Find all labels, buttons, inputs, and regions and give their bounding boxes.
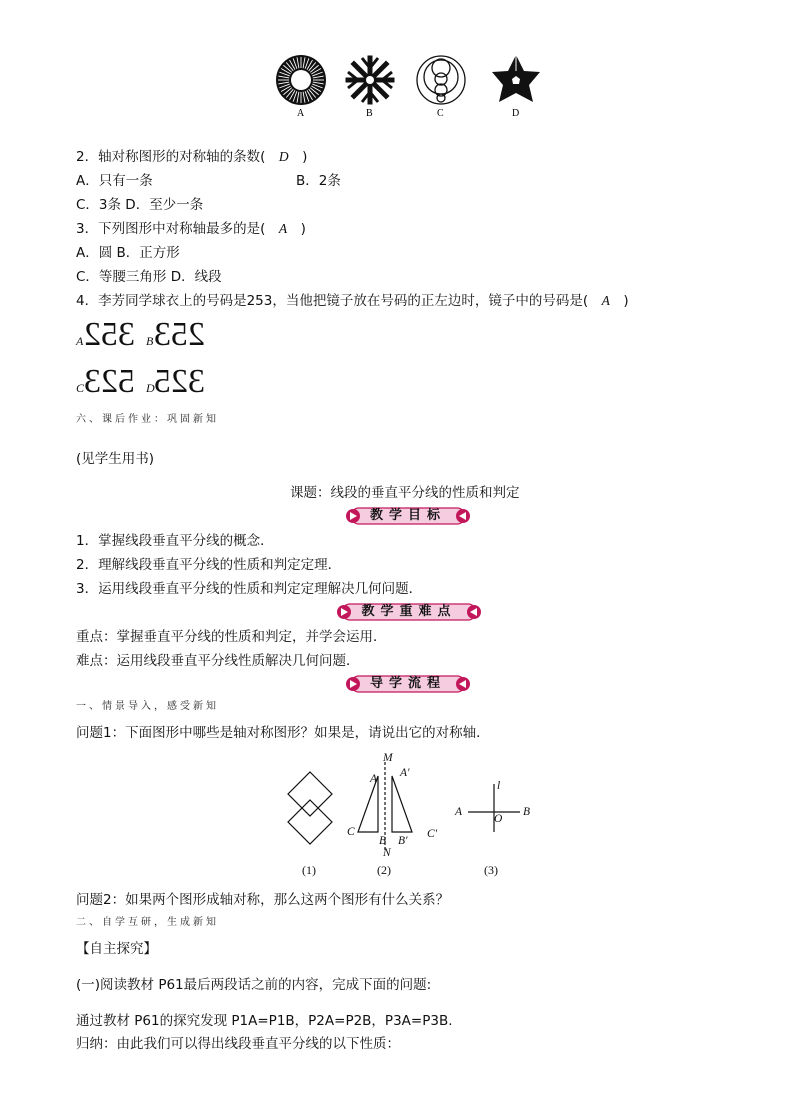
figure-label-c: C [437,108,444,119]
q3-option-ab: A．圆 B．正方形 [76,245,180,261]
q2-option-b: B．2条 [296,173,341,189]
q4-option-b-mirrored: 253 [154,316,205,353]
q3-answer: A [278,221,288,236]
label-O: O [494,813,503,825]
label-A-fig3: A [455,806,463,818]
problem-1: 问题1：下面图形中哪些是轴对称图形？如果是，请说出它的对称轴． [76,725,490,741]
figure-c-circles [417,56,465,104]
banner-learning-flow [343,675,473,693]
homework-heading: 六、课后作业：巩固新知 [76,414,219,425]
label-B-prime: B′ [398,835,408,847]
lesson-title: 课题：线段的垂直平分线的性质和判定 [290,485,520,501]
section2-heading: 二、自学互研，生成新知 [76,917,219,928]
q4-answer: A [601,293,610,308]
figure-label-d: D [512,108,520,119]
label-A: A [370,773,378,785]
label-l: l [497,780,501,792]
banner-goals-text: 教学目标 [369,508,446,523]
q2-stem: 2．轴对称图形的对称轴的条数( D ) [76,149,308,165]
q4-option-b-label: B [146,334,154,348]
q2-option-a: A．只有一条 [76,173,153,189]
label-C: C [347,826,355,838]
read-task: (一)阅读教材 P61最后两段话之前的内容，完成下面的问题: [76,977,432,993]
caption-2: (2) [377,863,391,877]
q4-option-a-mirrored: 352 [84,316,135,353]
figure-d-flower [492,55,540,102]
q3-stem: 3．下列图形中对称轴最多的是( A ) [76,221,306,237]
difficult-point: 难点：运用线段垂直平分线性质解决几何问题． [76,653,360,669]
banner-key-text: 教学重难点 [361,604,457,619]
problem-2: 问题2：如果两个图形成轴对称，那么这两个图形有什么关系？ [76,892,450,908]
label-B-fig3: B [523,806,531,818]
label-C-prime: C′ [427,828,438,840]
key-point: 重点：掌握垂直平分线的性质和判定，并学会运用． [76,629,387,645]
caption-3: (3) [484,863,498,877]
q2-option-cd: C．3条 D．至少一条 [76,197,204,213]
figure-label-a: A [297,108,305,119]
discovery: 通过教材 P61的探究发现 P1A=P1B，P2A=P2B，P3A=P3B. [76,1013,453,1029]
section1-heading: 一、情景导入，感受新知 [76,701,219,712]
goal-3: 3．运用线段垂直平分线的性质和判定定理解决几何问题． [76,581,423,597]
goal-1: 1．掌握线段垂直平分线的概念． [76,533,274,549]
label-M: M [383,752,393,764]
q4-option-d-mirrored: 325 [154,363,205,400]
label-B: B [379,835,387,847]
banner-teaching-goals [343,507,473,525]
self-explore-heading: 【自主探究】 [76,941,157,957]
label-N: N [383,847,391,859]
banner-key-difficult [334,603,484,621]
q2-answer: D [278,149,289,164]
q4-option-a-label: A [76,334,84,348]
q4-option-c-label: C [76,381,85,395]
goal-2: 2．理解线段垂直平分线的性质和判定定理． [76,557,342,573]
q4-option-c-mirrored: 523 [84,363,135,400]
figure-a-sunburst [276,55,326,105]
figure-b-snowflake [348,58,392,102]
figure-label-b: B [366,108,373,119]
top-figures [270,54,560,120]
q4-stem: 4．李芳同学球衣上的号码是253，当他把镜子放在号码的正左边时，镜子中的号码是( A ) [76,293,629,309]
banner-flow-text: 导学流程 [369,676,446,691]
figure-1-diamonds [288,772,332,844]
label-A-prime: A′ [400,767,410,779]
student-book-note: (见学生用书) [76,451,155,467]
q3-option-cd: C．等腰三角形 D．线段 [76,269,222,285]
caption-1: (1) [302,863,316,877]
summary: 归纳：由此我们可以得出线段垂直平分线的以下性质： [76,1036,400,1052]
q4-option-d-label: D [146,381,155,395]
